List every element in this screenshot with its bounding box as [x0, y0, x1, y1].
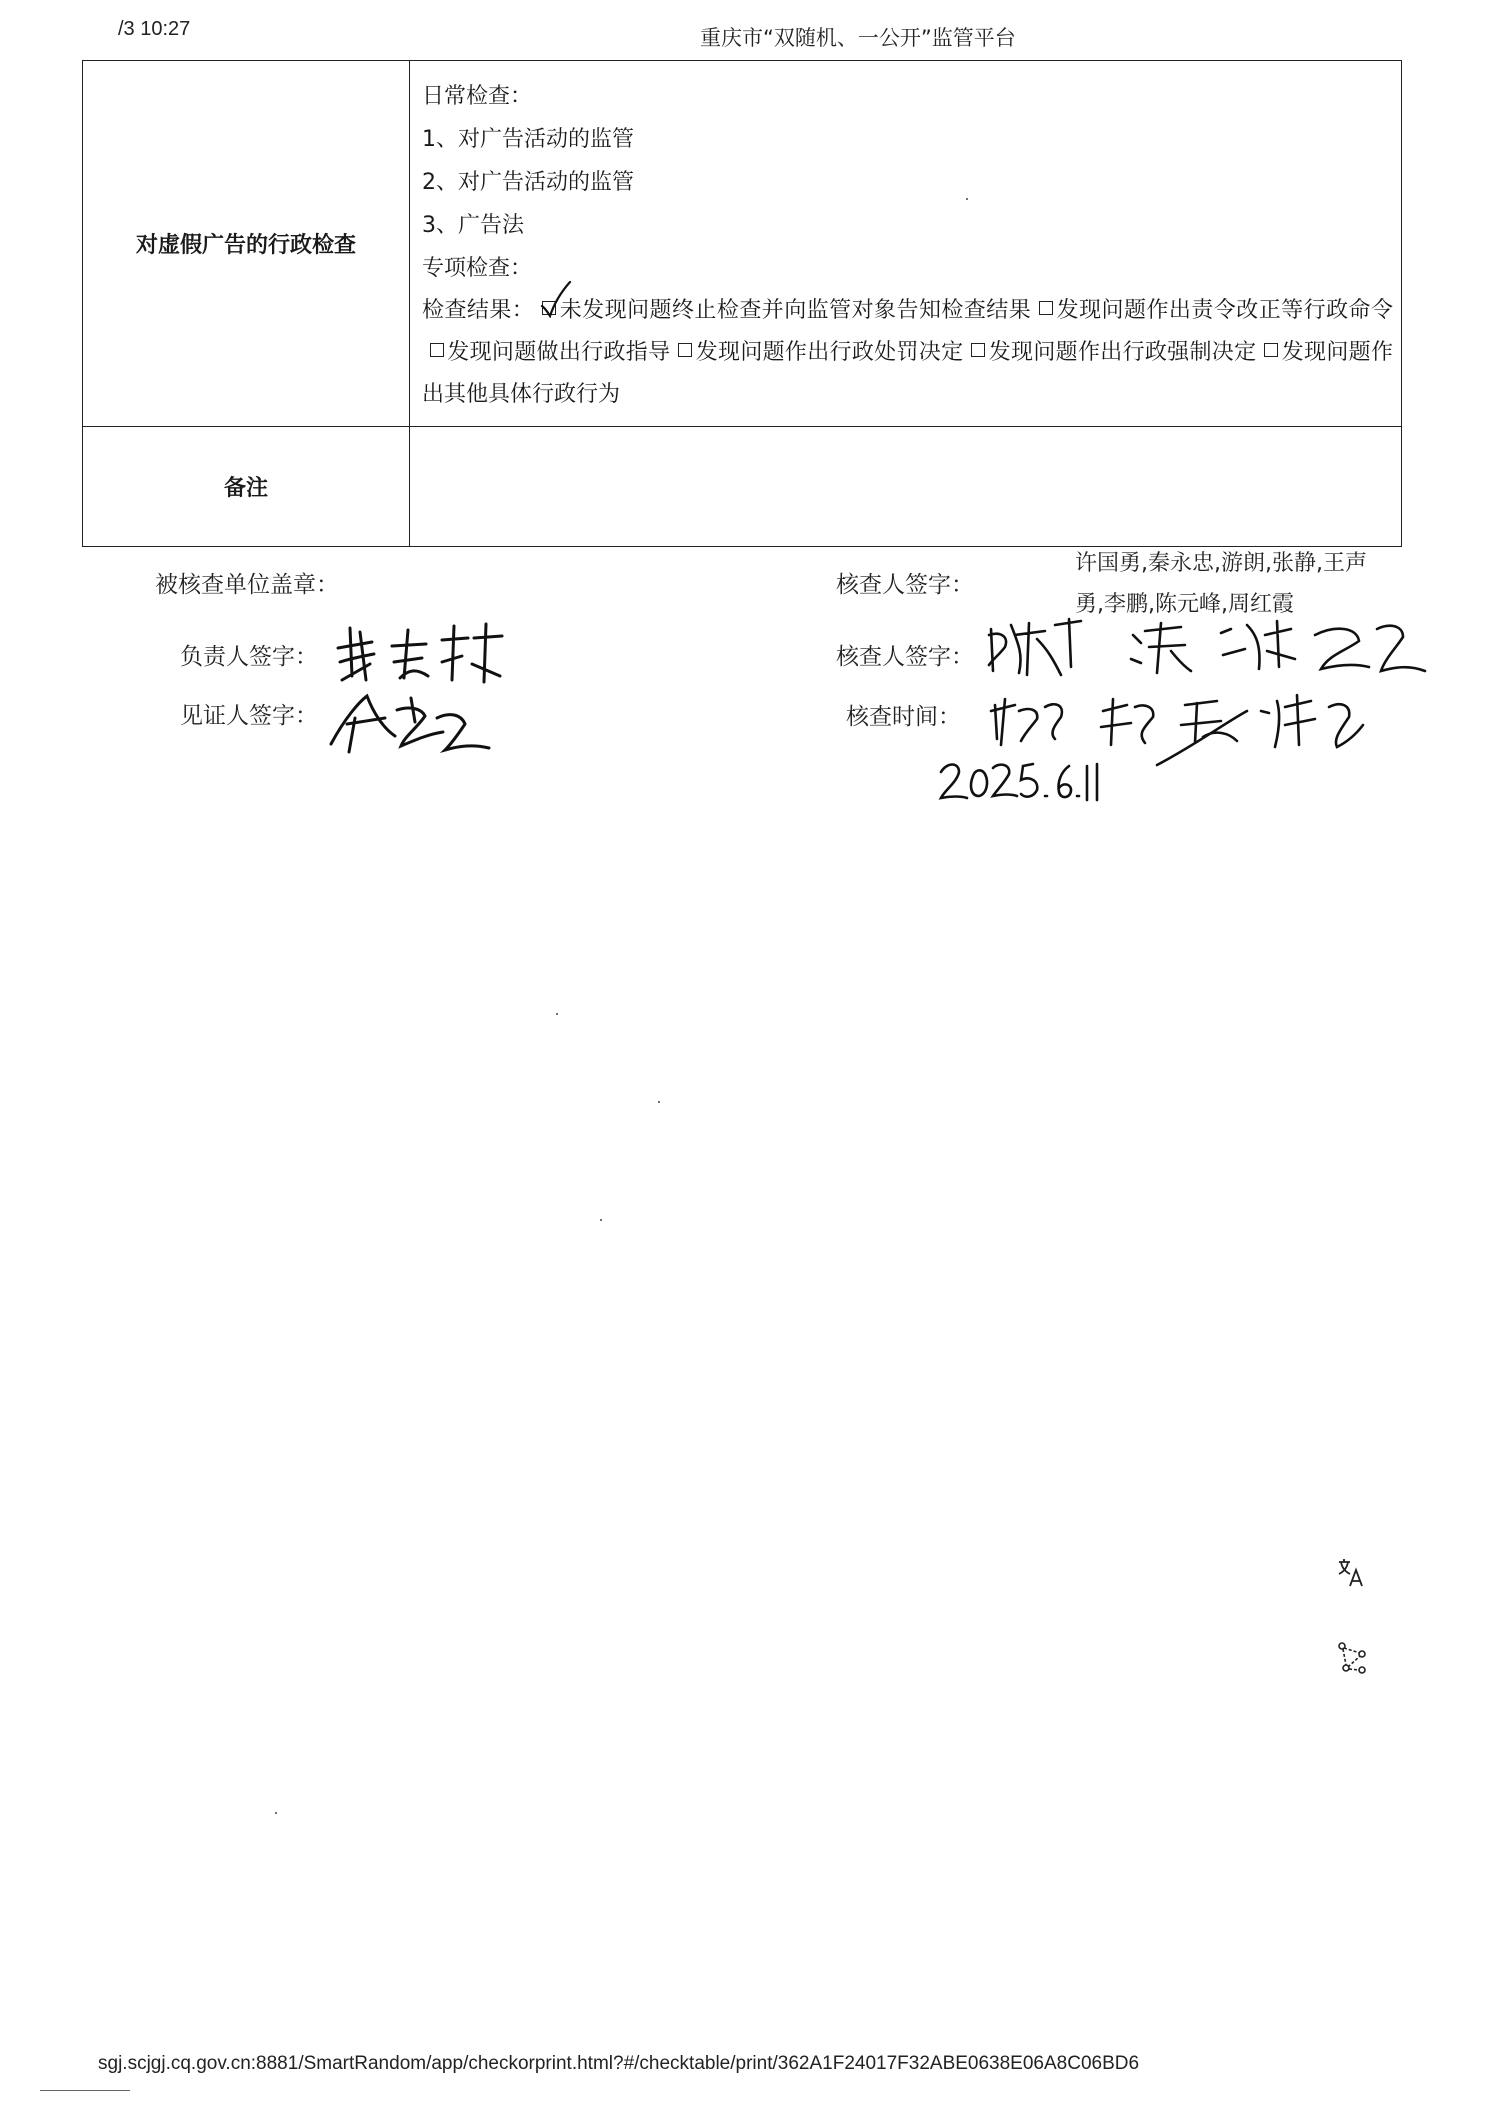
responsible-handwritten-signature [330, 618, 510, 688]
scan-speck [658, 1101, 660, 1103]
footer-url: sgj.scjgj.cq.gov.cn:8881/SmartRandom/app/checkorprint.html?#/checktable/print/362A1F24017F32ABE0638E06A8C06BD6 [98, 2053, 1140, 2074]
scan-speck [275, 1812, 277, 1814]
result-option[interactable]: 发现问题作出行政强制决定 [963, 340, 1256, 365]
unit-seal-label: 被核查单位盖章： [155, 572, 339, 598]
daily-check-item: 1、对广告活动的监管 [422, 127, 634, 152]
print-timestamp: /3 10:27 [118, 18, 191, 40]
result-option[interactable]: 发现问题作出责令改正等行政命令 [1031, 298, 1393, 323]
check-result-label: 检查结果： [422, 298, 535, 323]
footer-divider [40, 2090, 130, 2091]
signature-section [0, 0, 1487, 820]
scan-speck [966, 198, 968, 200]
witness-signature-label: 见证人签字： [180, 703, 318, 729]
responsible-signature-label: 负责人签字： [180, 644, 318, 670]
translate-icon[interactable] [1336, 1556, 1366, 1595]
scan-speck [556, 1013, 558, 1015]
result-option[interactable]: 未发现问题终止检查并向监管对象告知检查结果 [534, 298, 1031, 323]
inspector-signature-label: 核查人签字： [836, 572, 974, 598]
network-icon[interactable] [1334, 1640, 1370, 1683]
inspection-time-label: 核查时间： [846, 704, 961, 730]
scan-speck [600, 1219, 602, 1221]
inspection-date-handwritten [935, 752, 1105, 812]
page-title: 重庆市“双随机、一公开”监管平台 [700, 26, 1016, 50]
result-option[interactable]: 发现问题做出行政指导 [422, 340, 670, 365]
special-check-title: 专项检查： [422, 256, 533, 281]
result-option[interactable]: 发现问题作出其他具体行政行为 [422, 340, 1393, 407]
witness-handwritten-signature [325, 688, 495, 758]
result-option[interactable]: 发现问题作出行政处罚决定 [670, 340, 963, 365]
remark-label: 备注 [83, 427, 410, 547]
daily-check-title: 日常检查： [422, 84, 533, 109]
daily-check-item: 3、广告法 [422, 213, 524, 238]
inspector-handwritten-signature-label: 核查人签字： [836, 644, 974, 670]
inspector-names: 许国勇,秦永忠,游朗,张静,王声勇,李鹏,陈元峰,周红霞 [1075, 551, 1367, 617]
check-item-label: 对虚假广告的行政检查 [83, 61, 410, 427]
daily-check-item: 2、对广告活动的监管 [422, 170, 634, 195]
